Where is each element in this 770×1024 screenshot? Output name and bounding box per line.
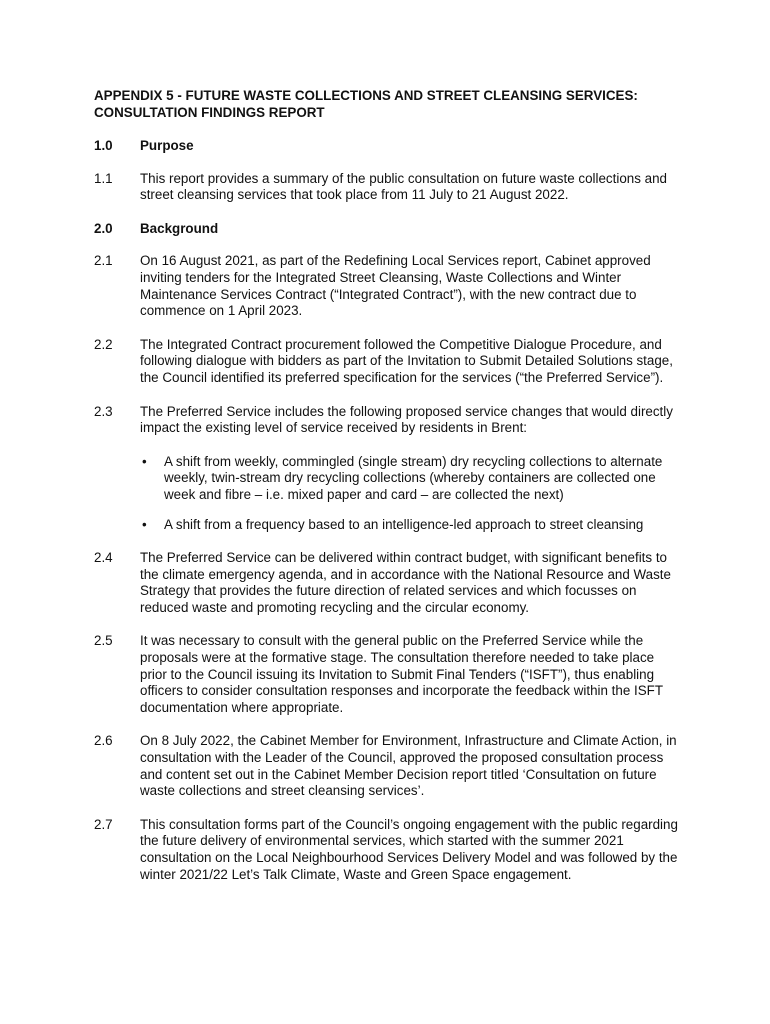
paragraph-2-1 [94, 253, 680, 319]
list-item [140, 454, 680, 504]
paragraph-number: 2.5 [94, 633, 113, 649]
paragraph-text: On 16 August 2021, as part of the Redefining Local Services report, Cabinet approved inviting tenders for the Integrated Street Cleansing, Waste Collections and Winter Maintenance Services Contract (“Integrated Contract”), with the new contract due to commence on 1 April 2023. [140, 253, 651, 319]
paragraph-2-4 [94, 550, 680, 616]
paragraph-text: It was necessary to consult with the general public on the Preferred Service while the proposals were at the formative stage. The consultation therefore needed to take place prior to the Council issuing its Invitation to Submit Final Tenders (“ISFT”), thus enabling officers to consider consultation responses and incorporate the feedback within the ISFT documentation where appropriate. [140, 633, 663, 715]
section-number: 2.0 [94, 220, 113, 236]
paragraph-text: The Integrated Contract procurement followed the Competitive Dialogue Procedure, and following dialogue with bidders as part of the Invitation to Submit Detailed Solutions stage, the Council identified its preferred specification for the services (“the Preferred Service”). [140, 336, 673, 385]
paragraph-2-6 [94, 733, 680, 799]
section-number: 1.0 [94, 138, 113, 153]
paragraph-1-1 [94, 171, 680, 204]
bullet-text: A shift from a frequency based to an intelligence-led approach to street cleansing [164, 516, 644, 532]
paragraph-text: This consultation forms part of the Council’s ongoing engagement with the public regarding the future delivery of environmental services, which started with the summer 2021 consultation on the Local Neighbourhood Services Delivery Model and was followed by the winter 2021/22 Let’s Talk Climate, Waste and Green Space engagement. [140, 816, 678, 882]
bullet-text: A shift from weekly, commingled (single stream) dry recycling collections to alternate weekly, twin-stream dry recycling collections (whereby containers are collected one week and fibre – i.e. mixed paper and card – are collected the next) [164, 453, 663, 502]
paragraph-2-3 [94, 404, 680, 437]
paragraph-2-7 [94, 817, 680, 883]
paragraph-number: 2.2 [94, 336, 113, 352]
paragraph-number: 2.1 [94, 253, 113, 269]
paragraph-text: The Preferred Service includes the following proposed service changes that would directly impact the existing level of service received by residents in Brent: [140, 403, 673, 436]
list-item [140, 517, 680, 534]
paragraph-text: This report provides a summary of the public consultation on future waste collections and street cleansing services that took place from 11 July to 21 August 2022. [140, 170, 667, 203]
bullet-icon: • [142, 453, 147, 469]
paragraph-number: 2.3 [94, 403, 113, 419]
paragraph-number: 2.7 [94, 816, 113, 832]
paragraph-text: The Preferred Service can be delivered within contract budget, with significant benefits to the climate emergency agenda, and in accordance with the National Resource and Waste Strategy that provides the future direction of related services and which focusses on reduced waste and promoting recycling and the circular economy. [140, 550, 671, 615]
paragraph-2-5 [94, 633, 680, 716]
bullet-icon: • [142, 516, 147, 532]
section-title: Purpose [140, 138, 194, 153]
paragraph-number: 2.6 [94, 733, 113, 749]
paragraph-2-2 [94, 337, 680, 387]
section-title: Background [140, 220, 219, 236]
section-heading-background [94, 221, 680, 238]
document-title: APPENDIX 5 - FUTURE WASTE COLLECTIONS AND STREET CLEANSING SERVICES: CONSULTATION FINDINGS REPORT [94, 88, 638, 120]
paragraph-number: 2.4 [94, 550, 113, 566]
paragraph-text: On 8 July 2022, the Cabinet Member for Environment, Infrastructure and Climate Action, in consultation with the Leader of the Council, approved the proposed consultation process and content set out in the Cabinet Member Decision report titled ‘Consultation on future waste collections and street cleansing services’. [140, 733, 677, 799]
section-heading-purpose [94, 138, 680, 155]
bullet-list [140, 454, 680, 533]
paragraph-number: 1.1 [94, 170, 113, 186]
